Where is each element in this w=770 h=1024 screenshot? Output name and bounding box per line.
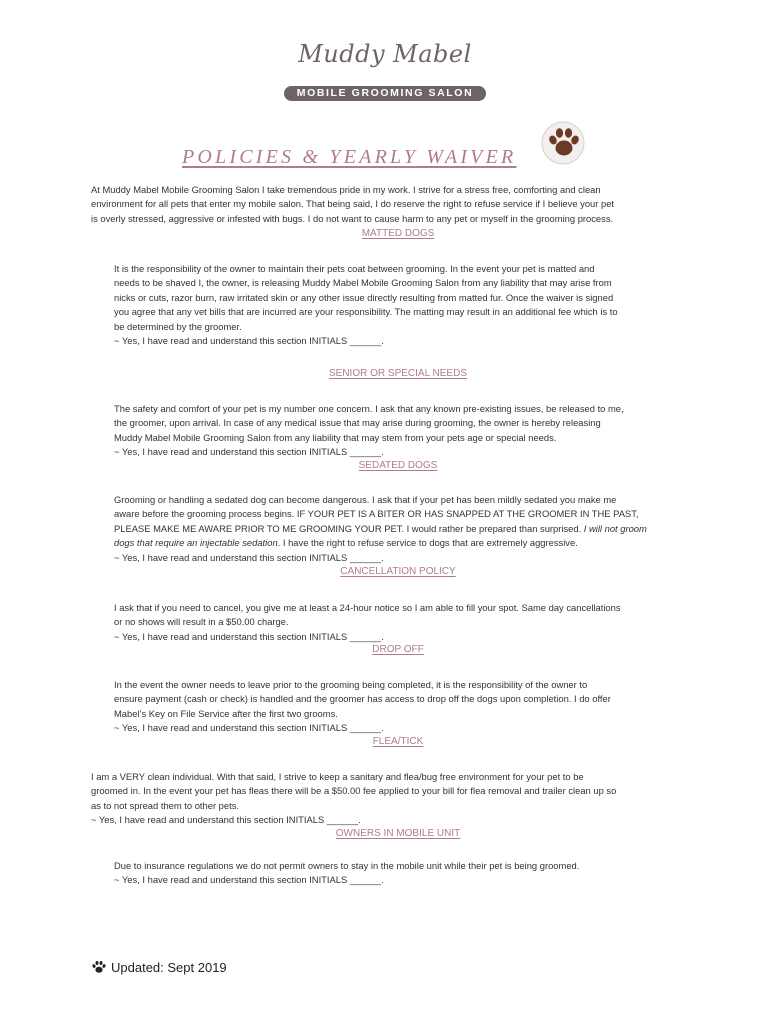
section-heading-senior-special-needs: SENIOR OR SPECIAL NEEDS bbox=[329, 368, 467, 379]
emphasis-text: I will not groom bbox=[583, 522, 647, 534]
paw-print-icon bbox=[91, 959, 107, 975]
body-line: the groomer, upon arrival. In case of any medical issue that may arise during grooming, the owner is hereby releasing bbox=[114, 417, 601, 429]
body-line: In the event the owner needs to leave prior to the grooming being completed, it is the responsibility of the owner to bbox=[114, 679, 588, 690]
initials-acknowledgement: ~ Yes, I have read and understand this section INITIALS ______. bbox=[114, 722, 384, 734]
intro-line: At Muddy Mabel Mobile Grooming Salon I take tremendous pride in my work. I strive for a stress free, comforting and clean bbox=[91, 184, 601, 195]
body-line: I am a VERY clean individual. With that said, I strive to keep a sanitary and flea/bug free environment for your pet to be bbox=[91, 771, 584, 782]
intro-paragraph bbox=[91, 183, 614, 226]
footer-updated bbox=[91, 959, 227, 975]
body-text: . I have the right to refuse service to dogs that are extremely aggressive. bbox=[277, 537, 578, 549]
body-line bbox=[114, 536, 647, 550]
section-body-drop-off bbox=[114, 678, 611, 736]
initials-acknowledgement: ~ Yes, I have read and understand this section INITIALS ______. bbox=[114, 335, 384, 347]
section-heading-sedated-dogs: SEDATED DOGS bbox=[358, 460, 438, 471]
section-heading-owners-mobile-unit: OWNERS IN MOBILE UNIT bbox=[335, 828, 461, 839]
section-body-senior-special-needs bbox=[114, 402, 624, 460]
section-body-owners-mobile-unit bbox=[114, 859, 579, 888]
section-heading-drop-off: DROP OFF bbox=[372, 644, 424, 655]
initials-acknowledgement: ~ Yes, I have read and understand this section INITIALS ______. bbox=[114, 874, 384, 886]
body-line: be determined by the groomer. bbox=[114, 320, 242, 332]
intro-line: environment for all pets that enter my mobile salon. That being said, I do reserve the right to refuse service if I believe your pet bbox=[91, 198, 615, 210]
body-line: or no shows will result in a $50.00 charge. bbox=[114, 616, 289, 628]
body-text: PLEASE MAKE ME AWARE PRIOR TO ME GROOMING YOUR PET. I would rather be prepared than surprised. bbox=[114, 522, 584, 534]
body-line: Mabel’s Key on File Service after the first two grooms. bbox=[114, 707, 338, 719]
section-heading-cancellation-policy: CANCELLATION POLICY bbox=[340, 566, 456, 577]
initials-acknowledgement: ~ Yes, I have read and understand this section INITIALS ______. bbox=[114, 446, 384, 458]
initials-acknowledgement: ~ Yes, I have read and understand this section INITIALS ______. bbox=[114, 551, 384, 563]
section-body-matted-dogs bbox=[114, 262, 618, 348]
body-line: nicks or cuts, razor burn, raw irritated skin or any other issue directly resulting from matted fur. Once the waiver is signed bbox=[114, 291, 614, 303]
body-line: groomed in. In the event your pet has fleas there will be a $50.00 fee applied to your bill for flea removal and trailer clean up so bbox=[91, 785, 617, 797]
body-line: Due to insurance regulations we do not permit owners to stay in the mobile unit while their pet is being groomed. bbox=[114, 860, 580, 871]
emphasis-text: dogs that require an injectable sedation bbox=[114, 537, 278, 549]
initials-acknowledgement: ~ Yes, I have read and understand this section INITIALS ______. bbox=[91, 814, 361, 826]
paw-print-icon bbox=[540, 120, 586, 166]
body-line: Grooming or handling a sedated dog can become dangerous. I ask that if your pet has been mildly sedated you make me bbox=[114, 494, 617, 505]
brand-tagline-badge: MOBILE GROOMING SALON bbox=[284, 86, 486, 101]
body-line: aware before the grooming process begins. IF YOUR PET IS A BITER OR HAS SNAPPED AT THE GROOMER IN THE PAST, bbox=[114, 508, 639, 520]
body-line: ensure payment (cash or check) is handled and the groomer has access to drop off the dogs upon completion. I do offer bbox=[114, 693, 611, 705]
body-line: needs to be shaved I, the owner, is releasing Muddy Mabel Mobile Grooming Salon from any liability that may arise from bbox=[114, 277, 612, 289]
section-body-flea-tick bbox=[91, 770, 616, 828]
section-body-cancellation-policy bbox=[114, 601, 621, 644]
intro-line: is overly stressed, aggressive or infested with bugs. I do not want to cause harm to any pet or myself in the grooming process. bbox=[91, 212, 614, 224]
body-line: you agree that any vet bills that are incurred are your responsibility. The matting may result in an additional fee which is to bbox=[114, 306, 618, 318]
body-line: The safety and comfort of your pet is my number one concern. I ask that any known pre-existing issues, be released to me, bbox=[114, 403, 624, 414]
body-line: I ask that if you need to cancel, you give me at least a 24-hour notice so I am able to fill your spot. Same day cancellations bbox=[114, 602, 621, 613]
initials-acknowledgement: ~ Yes, I have read and understand this section INITIALS ______. bbox=[114, 630, 384, 642]
section-body-sedated-dogs bbox=[114, 493, 647, 565]
page-title: POLICIES & YEARLY WAIVER bbox=[182, 146, 517, 168]
body-line: Muddy Mabel Mobile Grooming Salon from any liability that may stem from your pets age or special needs. bbox=[114, 431, 557, 443]
section-heading-flea-tick: FLEA/TICK bbox=[372, 736, 424, 747]
footer-updated-text: Updated: Sept 2019 bbox=[111, 959, 227, 975]
brand-logo-script: Muddy Mabel bbox=[298, 40, 472, 68]
section-heading-matted-dogs: MATTED DOGS bbox=[361, 228, 435, 239]
body-line: It is the responsibility of the owner to maintain their pets coat between grooming. In the event your pet is matted and bbox=[114, 263, 595, 274]
body-line bbox=[114, 522, 647, 536]
body-line: as to not spread them to other pets. bbox=[91, 799, 240, 811]
